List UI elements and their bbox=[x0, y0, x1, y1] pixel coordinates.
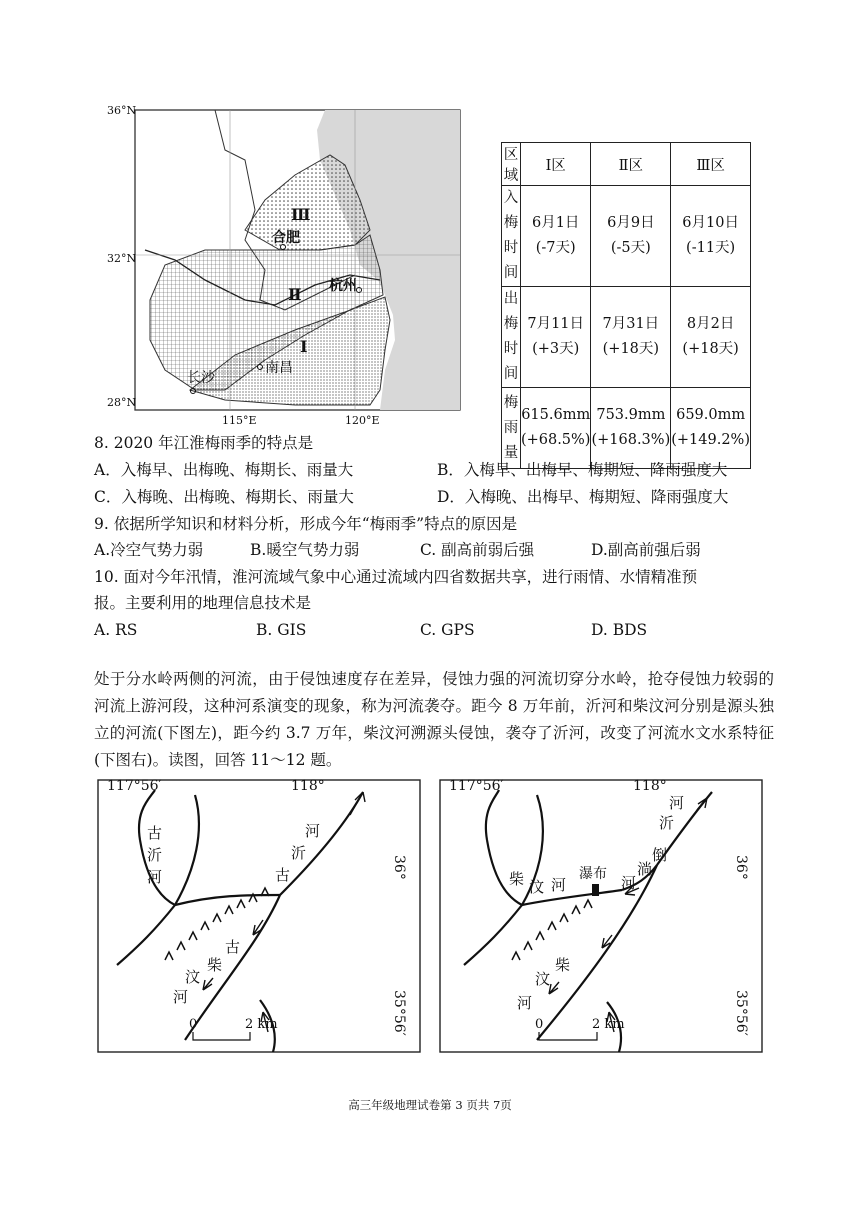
q8-option-a: A．入梅早、出梅晚、梅期长、雨量大 bbox=[94, 461, 354, 479]
q10-option-c: C. GPS bbox=[420, 621, 475, 639]
city-nanchang: 南昌 bbox=[265, 360, 293, 376]
q9-option-a: A.冷空气势力弱 bbox=[94, 541, 204, 559]
lon-label-2: 118° bbox=[291, 778, 325, 794]
q9-option-d: D.副高前强后弱 bbox=[591, 541, 701, 559]
svg-text:118°: 118° bbox=[633, 778, 667, 794]
row-label: 梅雨 量 bbox=[502, 388, 521, 469]
row-label: 出梅 时间 bbox=[502, 287, 521, 388]
waterfall-label: 瀑布 bbox=[579, 866, 607, 882]
q9-stem: 9. 依据所学知识和材料分析，形成今年“梅雨季”特点的原因是 bbox=[94, 515, 518, 533]
q10-option-d: D. BDS bbox=[591, 621, 648, 639]
q8-stem: 8. 2020 年江淮梅雨季的特点是 bbox=[94, 434, 314, 452]
q10-option-a: A. RS bbox=[94, 621, 138, 639]
svg-text:0: 0 bbox=[535, 1017, 544, 1032]
svg-text:河: 河 bbox=[551, 876, 567, 894]
scale-zero: 0 bbox=[189, 1017, 198, 1032]
svg-text:柴: 柴 bbox=[509, 870, 525, 888]
q8-option-c: C．入梅晚、出梅晚、梅期长、雨量大 bbox=[94, 488, 354, 506]
q10-stem-line1: 10. 面对今年汛情，淮河流域气象中心通过流域内四省数据共享，进行雨情、水情精准预 bbox=[94, 568, 698, 586]
svg-text:倒: 倒 bbox=[652, 846, 668, 864]
svg-text:古: 古 bbox=[147, 824, 163, 842]
table-header-zone1: Ⅰ区 bbox=[520, 143, 591, 186]
meiyu-data-table bbox=[501, 142, 751, 469]
table-cell: 659.0mm (+149.2%) bbox=[671, 388, 751, 469]
svg-text:淌: 淌 bbox=[637, 860, 653, 878]
q8-option-b: B．入梅早、出梅早、梅期短、降雨强度大 bbox=[437, 461, 728, 479]
svg-text:汶: 汶 bbox=[535, 970, 551, 988]
table-cell: 753.9mm (+168.3%) bbox=[591, 388, 671, 469]
region-label-III: Ⅲ bbox=[291, 205, 311, 224]
svg-text:古: 古 bbox=[225, 938, 241, 956]
row-label: 入梅 时间 bbox=[502, 186, 521, 287]
lon-label-1: 117°56′ bbox=[107, 778, 162, 794]
svg-text:柴: 柴 bbox=[207, 956, 223, 974]
svg-text:河: 河 bbox=[173, 988, 189, 1006]
table-header-zone3: Ⅲ区 bbox=[671, 143, 751, 186]
svg-text:35°56′: 35°56′ bbox=[733, 990, 749, 1036]
river-map-before-capture bbox=[95, 770, 425, 1060]
svg-text:沂: 沂 bbox=[147, 846, 163, 864]
region-label-II: Ⅱ bbox=[288, 285, 302, 304]
table-cell: 615.6mm (+68.5%) bbox=[520, 388, 591, 469]
lat-label-1: 36° bbox=[391, 855, 407, 880]
table-cell: 7月11日 (+3天) bbox=[520, 287, 591, 388]
q10-option-b: B. GIS bbox=[256, 621, 307, 639]
lon-115: 115°E bbox=[222, 414, 257, 427]
table-cell: 7月31日 (+18天) bbox=[591, 287, 671, 388]
svg-text:河: 河 bbox=[517, 994, 533, 1012]
lat-32: 32°N bbox=[107, 252, 137, 265]
table-cell: 8月2日 (+18天) bbox=[671, 287, 751, 388]
lat-28: 28°N bbox=[107, 396, 137, 409]
table-header-area: 区域 bbox=[502, 143, 521, 186]
svg-text:河: 河 bbox=[147, 868, 163, 886]
q9-option-c: C. 副高前弱后强 bbox=[420, 541, 535, 559]
table-cell: 6月9日 (-5天) bbox=[591, 186, 671, 287]
svg-text:沂: 沂 bbox=[659, 814, 675, 832]
city-hangzhou: 杭州 bbox=[329, 278, 357, 294]
svg-text:汶: 汶 bbox=[185, 968, 201, 986]
q9-option-b: B.暖空气势力弱 bbox=[250, 541, 360, 559]
table-cell: 6月10日 (-11天) bbox=[671, 186, 751, 287]
waterfall-marker bbox=[592, 884, 599, 896]
svg-text:2 km: 2 km bbox=[592, 1017, 625, 1032]
svg-text:36°: 36° bbox=[733, 855, 749, 880]
q10-stem-line2: 报。主要利用的地理信息技术是 bbox=[94, 594, 312, 612]
table-header-zone2: Ⅱ区 bbox=[591, 143, 671, 186]
lon-120: 120°E bbox=[345, 414, 380, 427]
q8-option-d: D．入梅晚、出梅早、梅期短、降雨强度大 bbox=[437, 488, 729, 506]
lat-36: 36°N bbox=[107, 104, 137, 117]
city-changsha: 长沙 bbox=[187, 370, 215, 386]
svg-text:河: 河 bbox=[305, 822, 321, 840]
svg-text:河: 河 bbox=[669, 794, 685, 812]
passage-river-capture: 处于分水岭两侧的河流，由于侵蚀速度存在差异，侵蚀力强的河流切穿分水岭，抢夺侵蚀力较弱的河流上游河段，这种河系演变的现象，称为河流袭夺。距今 8 万年前，沂河和柴汶河分别是源头独立的河流(下图左)，距今约 3.7 万年，柴汶河溯源头侵蚀，袭夺了沂河，改变了河流水文水系特征(下图右)。读图，回答 11～12 题。 bbox=[94, 670, 774, 769]
lat-label-2: 35°56′ bbox=[391, 990, 407, 1036]
page-footer: 高三年级地理试卷第 3 页共 7页 bbox=[348, 1098, 512, 1112]
svg-text:沂: 沂 bbox=[291, 844, 307, 862]
svg-text:柴: 柴 bbox=[555, 956, 571, 974]
svg-text:117°56′: 117°56′ bbox=[449, 778, 504, 794]
table-cell: 6月1日 (-7天) bbox=[520, 186, 591, 287]
city-hefei: 合肥 bbox=[272, 230, 300, 246]
scale-2km: 2 km bbox=[245, 1017, 278, 1032]
svg-text:河: 河 bbox=[621, 874, 637, 892]
meiyu-region-map bbox=[95, 100, 475, 427]
region-label-I: Ⅰ bbox=[300, 337, 308, 356]
svg-text:汶: 汶 bbox=[529, 878, 545, 896]
svg-text:古: 古 bbox=[275, 866, 291, 884]
river-map-after-capture bbox=[437, 770, 767, 1060]
